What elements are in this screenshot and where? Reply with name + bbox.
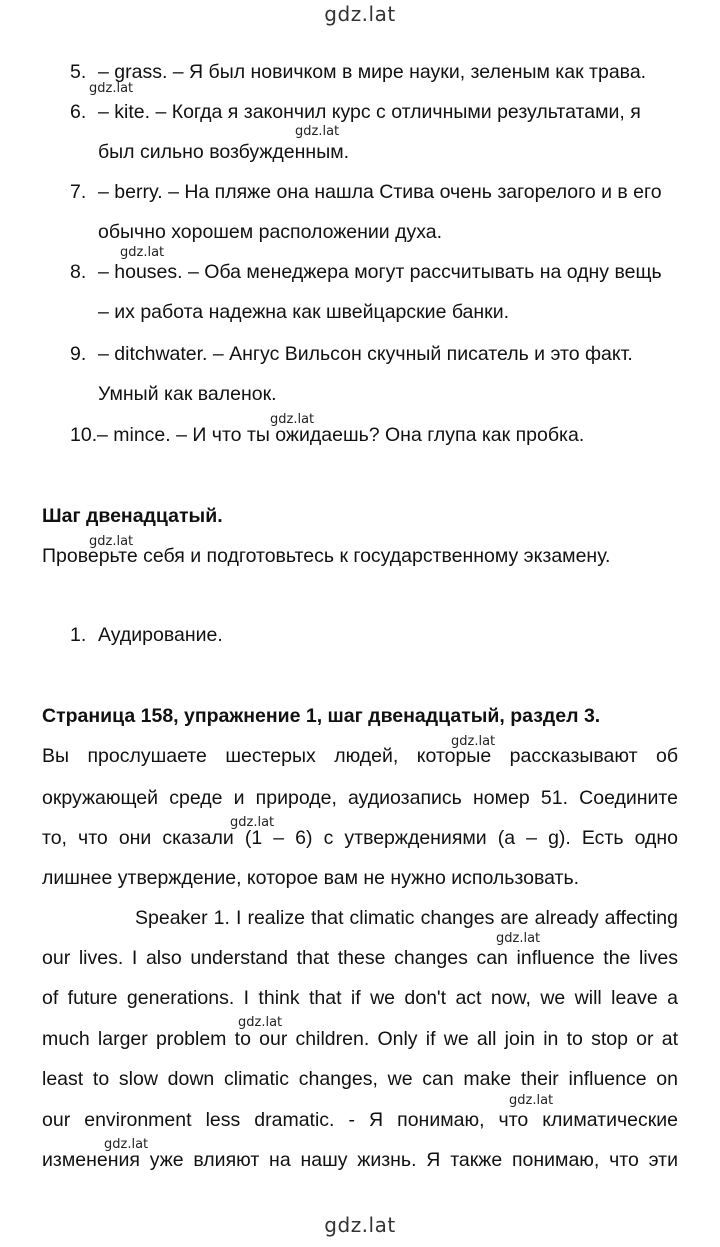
watermark: gdz.lat: [89, 534, 134, 549]
list-text: обычно хорошем расположении духа.: [98, 221, 443, 243]
list-number: 7.: [70, 181, 87, 203]
list-number: 6.: [70, 101, 87, 123]
list-number: 9.: [70, 343, 87, 365]
exercise-line: Вы прослушаете шестерых людей, которые рассказывают об: [42, 745, 678, 767]
list-text: – berry. – На пляже она нашла Стива очень загорелого и в его: [98, 181, 662, 203]
watermark: gdz.lat: [120, 245, 165, 260]
list-text: был сильно возбужденным.: [98, 141, 350, 163]
speaker-line: our lives. I also understand that these changes can influence the lives: [42, 947, 678, 969]
list-text: – ditchwater. – Ангус Вильсон скучный писатель и это факт.: [98, 343, 633, 365]
sub-item-text: Аудирование.: [98, 624, 223, 646]
watermark: gdz.lat: [295, 124, 340, 139]
watermark: gdz.lat: [230, 815, 275, 830]
exercise-heading: Страница 158, упражнение 1, шаг двенадцатый, раздел 3.: [42, 705, 601, 727]
list-number: 8.: [70, 261, 87, 283]
list-text: – их работа надежна как швейцарские банки.: [98, 301, 510, 323]
list-text: – houses. – Оба менеджера могут рассчитывать на одну вещь: [98, 261, 662, 283]
site-header: gdz.lat: [324, 2, 396, 26]
list-text: – mince. – И что ты ожидаешь? Она глупа как пробка.: [97, 424, 585, 446]
watermark: gdz.lat: [104, 1137, 149, 1152]
watermark: gdz.lat: [451, 734, 496, 749]
speaker-line: much larger problem to our children. Only if we all join in to stop or at: [42, 1028, 678, 1050]
watermark: gdz.lat: [509, 1093, 554, 1108]
watermark: gdz.lat: [89, 81, 134, 96]
exercise-line: окружающей среде и природе, аудиозапись номер 51. Соедините: [42, 787, 678, 809]
sub-item-number: 1.: [70, 624, 87, 646]
list-text: Умный как валенок.: [98, 383, 277, 405]
list-number: 10.: [70, 424, 98, 446]
site-footer: gdz.lat: [324, 1213, 396, 1237]
exercise-line: то, что они сказали (1 – 6) с утверждениями (a – g). Есть одно: [42, 827, 678, 849]
watermark: gdz.lat: [238, 1015, 283, 1030]
speaker-line: Speaker 1. I realize that climatic changes are already affecting: [135, 907, 678, 929]
step-heading: Шаг двенадцатый.: [42, 505, 223, 527]
speaker-line: of future generations. I think that if we don't act now, we will leave a: [42, 987, 678, 1009]
step-text: Проверьте себя и подготовьтесь к государственному экзамену.: [42, 545, 611, 567]
speaker-line: least to slow down climatic changes, we can make their influence on: [42, 1068, 678, 1090]
speaker-line: our environment less dramatic. - Я понимаю, что климатические: [42, 1109, 678, 1131]
exercise-line: лишнее утверждение, которое вам не нужно использовать.: [42, 867, 580, 889]
speaker-line: изменения уже влияют на нашу жизнь. Я также понимаю, что эти: [42, 1149, 678, 1171]
list-text: – kite. – Когда я закончил курс с отличными результатами, я: [98, 101, 641, 123]
list-text: – grass. – Я был новичком в мире науки, зеленым как трава.: [98, 61, 647, 83]
watermark: gdz.lat: [496, 931, 541, 946]
watermark: gdz.lat: [270, 412, 315, 427]
list-number: 5.: [70, 61, 87, 83]
